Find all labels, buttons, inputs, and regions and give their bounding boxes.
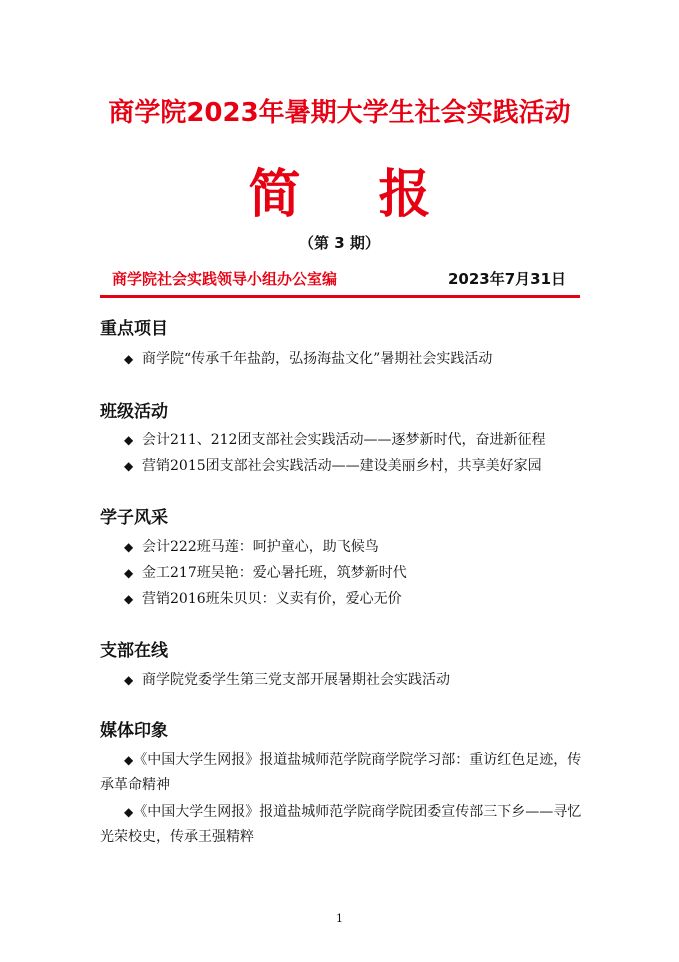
diamond-bullet-icon: ◆	[124, 459, 134, 473]
list-item: ◆ 会计222班马莲：呵护童心，助飞候鸟	[124, 539, 379, 555]
list-item: ◆ 金工217班吴艳：爱心暑托班，筑梦新时代	[124, 565, 407, 581]
diamond-bullet-icon: ◆	[124, 753, 134, 767]
bulletin-char-2: 报	[378, 165, 431, 225]
editor-line: 商学院社会实践领导小组办公室编	[112, 270, 338, 288]
issue-number: （第 3 期）	[299, 234, 380, 252]
diamond-bullet-icon: ◆	[124, 673, 134, 687]
section-heading-key-projects: 重点项目	[100, 319, 168, 339]
list-item: ◆ 营销2016班朱贝贝：义卖有价，爱心无价	[124, 591, 402, 607]
header-divider	[100, 295, 580, 298]
list-item: ◆ 商学院“传承千年盐韵，弘扬海盐文化”暑期社会实践活动	[124, 351, 493, 367]
document-title: 商学院2023年暑期大学生社会实践活动	[108, 98, 571, 128]
list-item: ◆ 会计211、212团支部社会实践活动——逐梦新时代，奋进新征程	[124, 432, 546, 448]
section-heading-branch: 支部在线	[100, 641, 168, 661]
list-item: ◆ 营销2015团支部社会实践活动——建设美丽乡村，共享美好家园	[124, 458, 542, 474]
issue-date: 2023年7月31日	[448, 270, 567, 288]
diamond-bullet-icon: ◆	[124, 352, 134, 366]
diamond-bullet-icon: ◆	[124, 805, 134, 819]
section-heading-class-activities: 班级活动	[100, 402, 168, 422]
diamond-bullet-icon: ◆	[124, 566, 134, 580]
bulletin-heading	[0, 152, 679, 227]
page-number: 1	[336, 912, 343, 925]
diamond-bullet-icon: ◆	[124, 433, 134, 447]
section-heading-media: 媒体印象	[100, 721, 168, 741]
diamond-bullet-icon: ◆	[124, 592, 134, 606]
list-item: ◆ 商学院党委学生第三党支部开展暑期社会实践活动	[124, 672, 450, 688]
section-heading-students: 学子风采	[100, 508, 168, 528]
media-item: ◆《中国大学生网报》报道盐城师范学院商学院团委宣传部三下乡——寻忆光荣校史，传承王强精粹	[100, 804, 582, 845]
diamond-bullet-icon: ◆	[124, 540, 134, 554]
media-item: ◆《中国大学生网报》报道盐城师范学院商学院学习部：重访红色足迹，传承革命精神	[100, 752, 582, 793]
bulletin-char-1: 简	[248, 165, 301, 225]
